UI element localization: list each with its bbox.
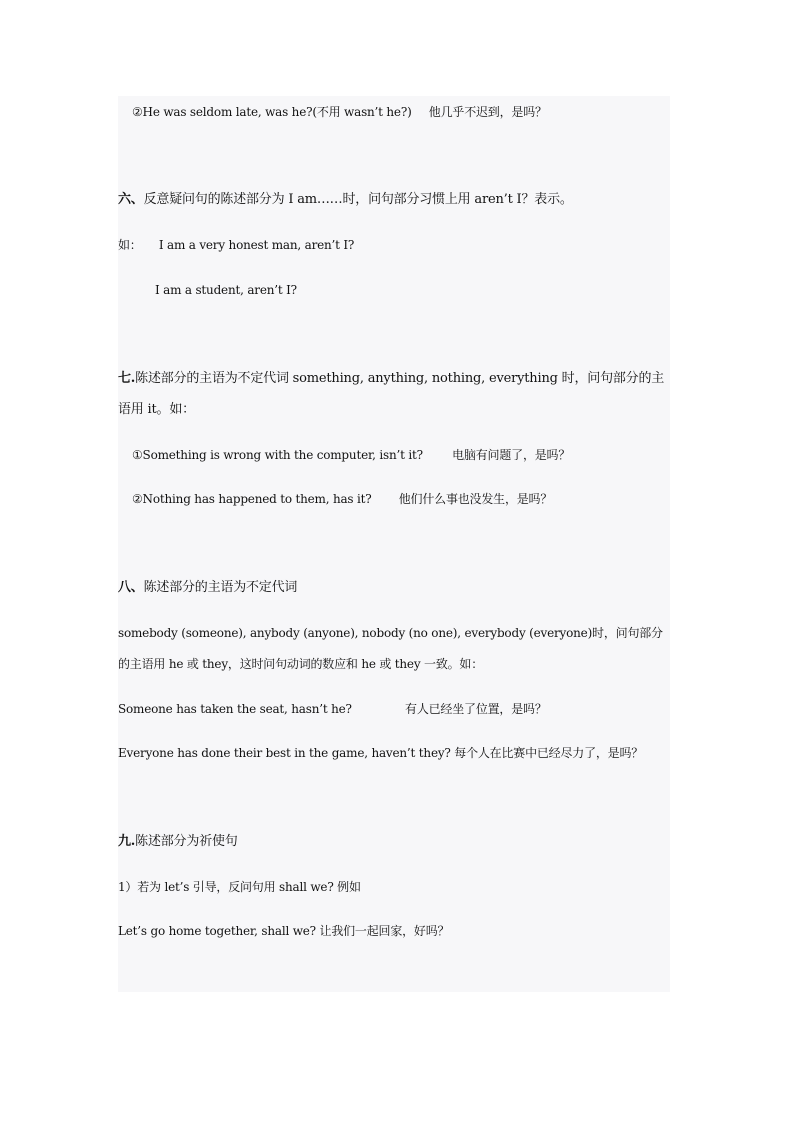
- document-content-block: [118, 96, 670, 992]
- example-translation: 有人已经坐了位置，是吗？: [405, 702, 547, 716]
- section-heading-text: 陈述部分的主语为不定代词: [143, 580, 298, 595]
- example-english: Everyone has done their best in the game, haven’t they? 每个人在比赛中已经尽力了，是吗？: [118, 746, 644, 760]
- example-english: I am a student, aren’t I?: [155, 283, 297, 297]
- section-heading-text: 陈述部分为祈使句: [135, 834, 238, 849]
- example-line: [132, 104, 547, 120]
- section-heading-7: [118, 371, 664, 387]
- example-line: [132, 491, 552, 507]
- example-translation: 电脑有问题了，是吗？: [452, 448, 571, 462]
- section-heading-8: [118, 580, 297, 596]
- section-heading-text: 陈述部分的主语为不定代词 something, anything, nothing, everything 时，问句部分的主: [135, 371, 665, 386]
- section-number: 七.: [118, 371, 136, 386]
- paragraph-text: 的主语用 he 或 they，这时问句动词的数应和 he 或 they 一致。如：: [118, 657, 484, 671]
- example-english: Someone has taken the seat, hasn’t he?: [118, 702, 352, 716]
- paragraph-line: [118, 656, 483, 672]
- example-english: ①Something is wrong with the computer, isn’t it?: [132, 448, 423, 462]
- example-line: [118, 923, 449, 939]
- example-line: [118, 745, 643, 761]
- paragraph-line: [118, 879, 361, 895]
- example-prefix: 如：: [118, 238, 142, 252]
- section-heading-7-cont: [118, 402, 195, 418]
- example-line: [118, 237, 354, 253]
- example-line: [132, 447, 570, 463]
- section-number: 八、: [118, 580, 144, 595]
- section-heading-text: 语用 it。如：: [118, 402, 195, 417]
- example-translation: 他们什么事也没发生，是吗？: [398, 492, 553, 506]
- section-heading-9: [118, 834, 238, 850]
- example-english: I am a very honest man, aren’t I?: [158, 238, 355, 252]
- paragraph-text: somebody (someone), anybody (anyone), nobody (no one), everybody (everyone)时，问句部分: [118, 626, 663, 640]
- paragraph-text: 1）若为 let’s 引导，反问句用 shall we? 例如: [118, 880, 361, 894]
- section-heading-6: [118, 192, 573, 208]
- example-line: [118, 701, 547, 717]
- example-translation: 他几乎不迟到，是吗？: [428, 105, 547, 119]
- example-english: ②Nothing has happened to them, has it?: [132, 492, 372, 506]
- section-number: 六、: [118, 192, 144, 207]
- section-number: 九.: [118, 834, 136, 849]
- example-line: [155, 282, 297, 298]
- section-heading-text: 反意疑问句的陈述部分为 I am……时，问句部分习惯上用 aren’t I？表示。: [143, 192, 573, 207]
- example-english: ②He was seldom late, was he?(不用 wasn’t he?): [132, 105, 412, 119]
- example-english: Let’s go home together, shall we? 让我们一起回家，好吗？: [118, 924, 450, 938]
- paragraph-line: [118, 625, 663, 641]
